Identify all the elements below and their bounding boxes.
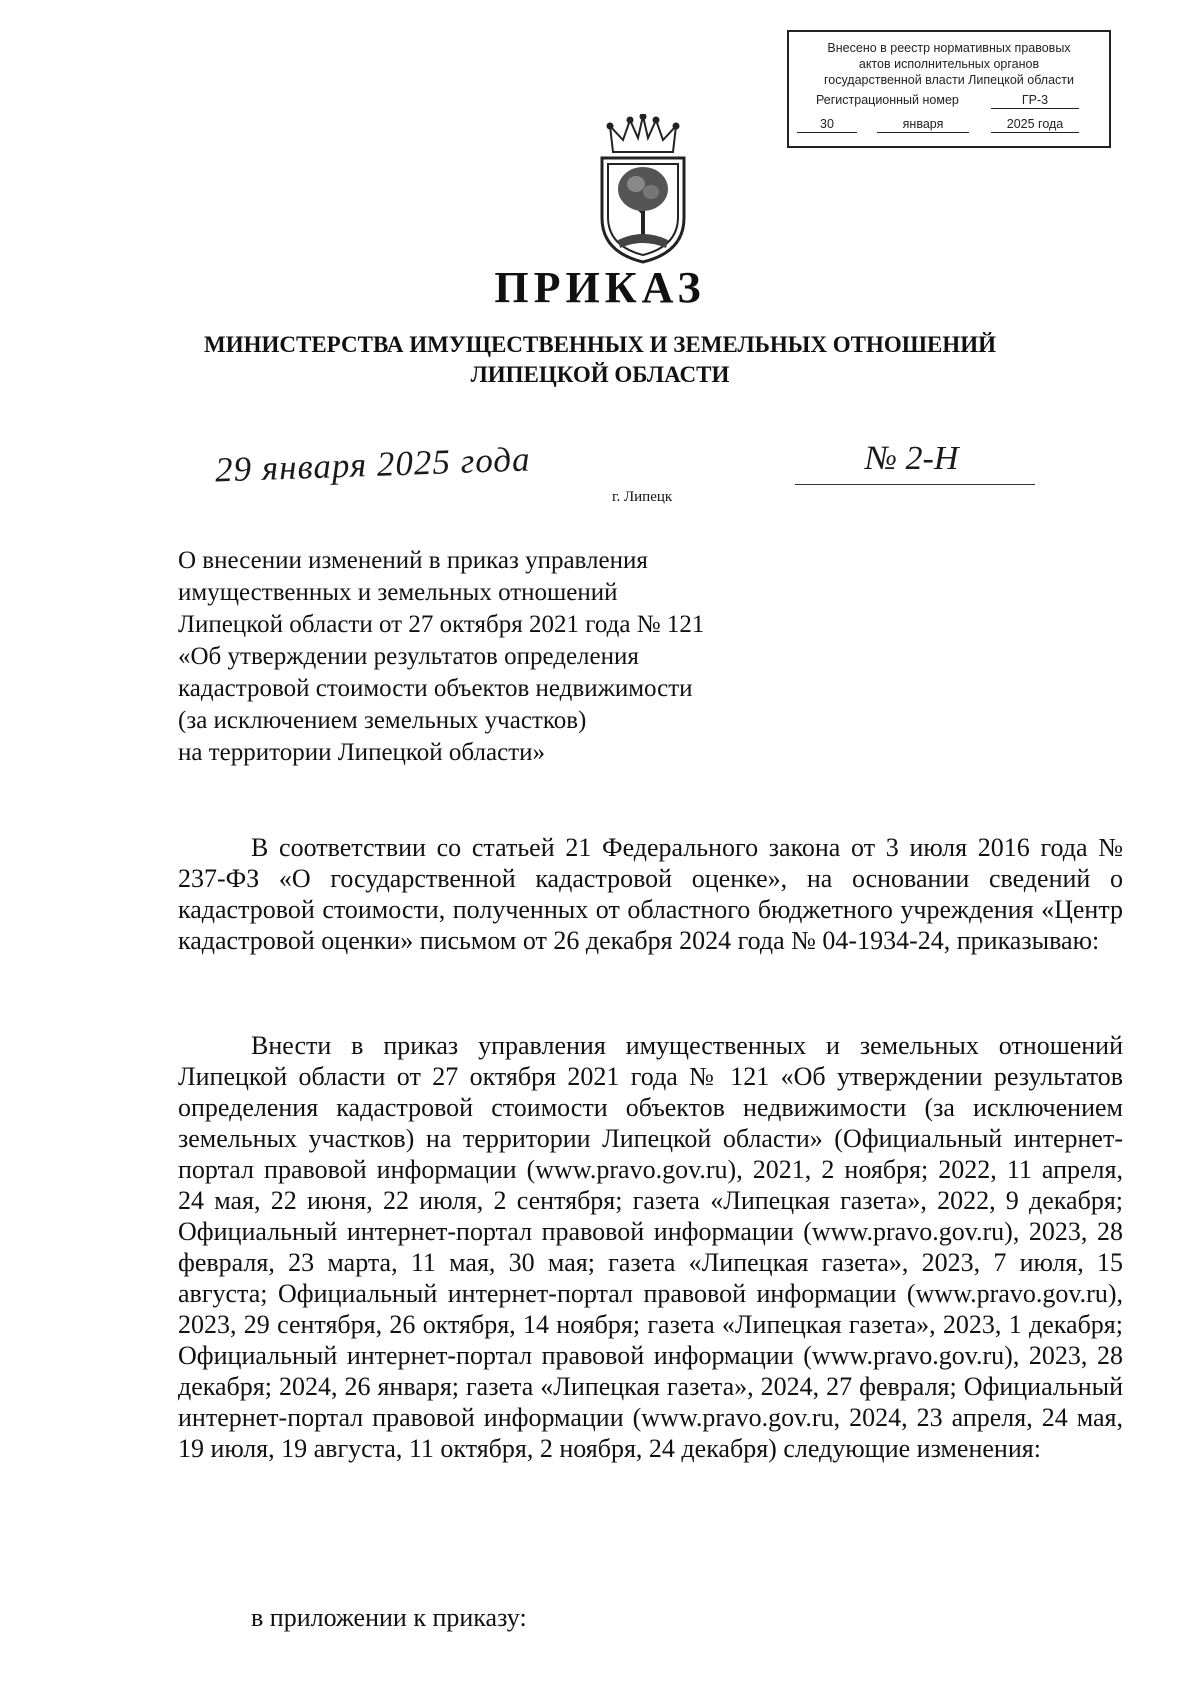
paragraph-preamble: В соответствии со статьей 21 Федерального закона от 3 июля 2016 года № 237-ФЗ «О государственной кадастровой оценке», на основании сведений о кадастровой стоимости, полученных от областного бюджетного учреждения «Центр кадастровой оценки» письмом от 26 декабря 2024 года № 04-1934-24, приказываю:: [178, 833, 1123, 955]
subject-line-4: «Об утверждении результатов определения: [178, 643, 639, 670]
stamp-reg-label: Регистрационный номер: [816, 93, 959, 107]
stamp-line-3: государственной власти Липецкой области: [823, 73, 1075, 87]
stamp-day: 30: [797, 116, 857, 133]
paragraph-amendment: Внести в приказ управления имущественных и земельных отношений Липецкой области от 27 октября 2021 года № 121 «Об утверждении результатов определения кадастровой стоимости объектов недвижимости (за исключением земельных участков) на территории Липецкой области» (Официальный интернет-портал правовой информации (www.pravo.gov.ru), 2021, 2 ноября; 2022, 11 апреля, 24 мая, 22 июня, 22 июля, 2 сентября; газета «Липецкая газета», 2022, 9 декабря; Официальный интернет-портал правовой информации (www.pravo.gov.ru), 2023, 28 февраля, 23 марта, 11 мая, 30 мая; газета «Липецкая газета», 2023, 7 июля, 15 августа; Официальный интернет-портал правовой информации (www.pravo.gov.ru), 2023, 29 сентября, 26 октября, 14 ноября; газета «Липецкая газета», 2023, 1 декабря; Официальный интернет-портал правовой информации (www.pravo.gov.ru), 2023, 28 декабря; 2024, 26 января; газета «Липецкая газета», 2024, 27 февраля; Официальный интернет-портал правовой информации (www.pravo.gov.ru, 2024, 23 апреля, 24 мая, 19 июля, 19 августа, 11 октября, 2 ноября, 24 декабря) следующие изменения:: [178, 1031, 1123, 1463]
stamp-line-1: Внесено в реестр нормативных правовых: [827, 41, 1071, 55]
number-underline: [795, 484, 1035, 485]
document-subject: [178, 545, 704, 769]
subject-line-3: Липецкой области от 27 октября 2021 года № 121: [178, 611, 705, 638]
subject-line-6: (за исключением земельных участков): [178, 707, 587, 734]
ministry-line-1: МИНИСТЕРСТВА ИМУЩЕСТВЕННЫХ И ЗЕМЕЛЬНЫХ ОТНОШЕНИЙ: [204, 332, 996, 357]
subject-line-2: имущественных и земельных отношений: [178, 579, 618, 606]
ministry-name: [0, 330, 1200, 390]
stamp-month: января: [877, 116, 969, 133]
subject-line-5: кадастровой стоимости объектов недвижимости: [178, 675, 693, 702]
stamp-year: 2025 года: [991, 116, 1079, 133]
document-title: ПРИКАЗ: [494, 263, 706, 312]
subject-line-7: на территории Липецкой области»: [178, 739, 545, 766]
city: г. Липецк: [612, 489, 673, 505]
subject-line-1: О внесении изменений в приказ управления: [178, 547, 648, 574]
paragraph-appendix: в приложении к приказу:: [251, 1603, 527, 1632]
stamp-line-2: актов исполнительных органов: [858, 57, 1040, 71]
registration-stamp: [787, 30, 1111, 148]
stamp-reg-number: ГР-3: [991, 92, 1079, 109]
handwritten-date: 29 января 2025 года: [214, 439, 532, 490]
coat-of-arms-icon: [588, 114, 698, 264]
handwritten-number: № 2-Н: [865, 440, 959, 477]
ministry-line-2: ЛИПЕЦКОЙ ОБЛАСТИ: [470, 362, 730, 387]
